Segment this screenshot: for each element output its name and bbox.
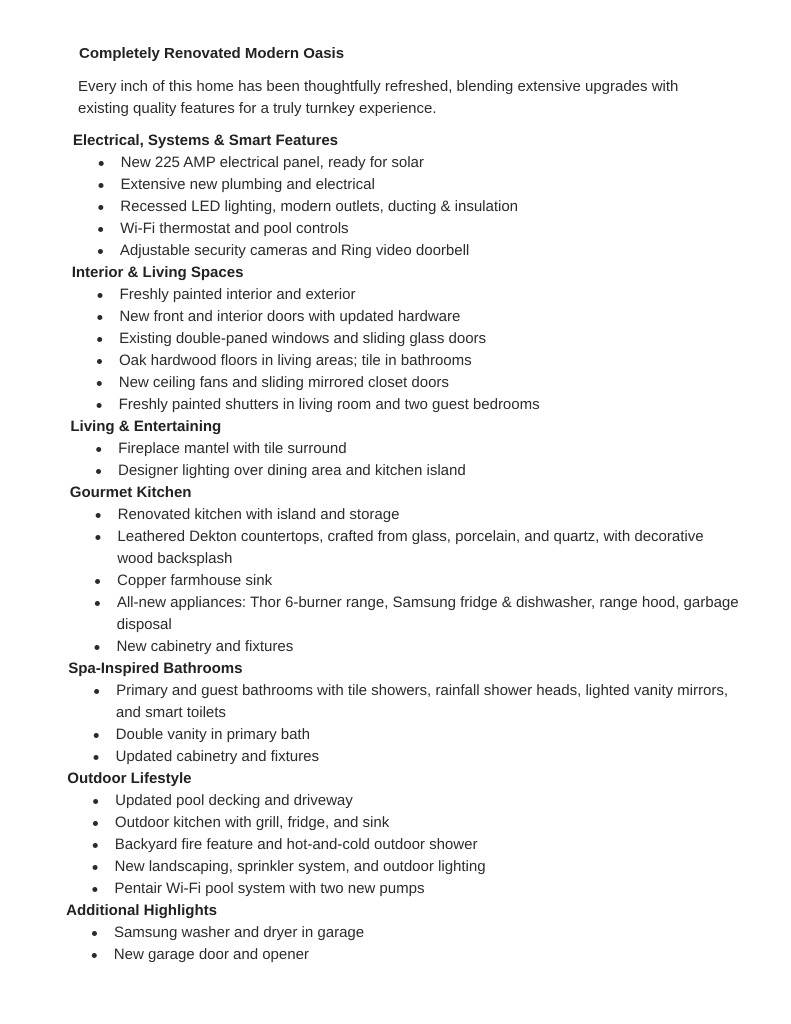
bullet-list bbox=[70, 438, 740, 482]
intro-paragraph: Every inch of this home has been thoughtfully refreshed, blending extensive upgrades with existing quality features for a truly turnkey experience. bbox=[78, 78, 679, 117]
bullet-list bbox=[72, 152, 743, 262]
feature-section bbox=[72, 130, 743, 262]
list-item: Updated cabinetry and fixtures bbox=[115, 746, 737, 768]
feature-section bbox=[71, 262, 742, 416]
section-heading: Spa-Inspired Bathrooms bbox=[68, 660, 243, 677]
list-item: Updated pool decking and driveway bbox=[115, 790, 737, 812]
bullet-list bbox=[66, 922, 736, 966]
list-item: Outdoor kitchen with grill, fridge, and sink bbox=[115, 812, 737, 834]
section-heading: Gourmet Kitchen bbox=[69, 484, 192, 501]
section-heading: Outdoor Lifestyle bbox=[67, 770, 192, 787]
list-item: Freshly painted shutters in living room and two guest bedrooms bbox=[119, 394, 741, 416]
list-item: Fireplace mantel with tile surround bbox=[118, 438, 740, 460]
list-item: Freshly painted interior and exterior bbox=[119, 284, 741, 306]
list-item: All-new appliances: Thor 6-burner range, Samsung fridge & dishwasher, range hood, garbage disposal bbox=[117, 592, 739, 636]
bullet-list bbox=[67, 680, 738, 768]
list-item: Pentair Wi-Fi pool system with two new pumps bbox=[114, 878, 736, 900]
list-item: Existing double-paned windows and sliding glass doors bbox=[119, 328, 741, 350]
section-heading: Interior & Living Spaces bbox=[71, 264, 244, 281]
section-heading: Additional Highlights bbox=[66, 902, 218, 919]
list-item: Recessed LED lighting, modern outlets, ducting & insulation bbox=[120, 196, 742, 218]
feature-section bbox=[68, 482, 740, 658]
list-item: Wi-Fi thermostat and pool controls bbox=[120, 218, 742, 240]
list-item: Samsung washer and dryer in garage bbox=[114, 922, 736, 944]
list-item: Double vanity in primary bath bbox=[116, 724, 738, 746]
list-item: Primary and guest bathrooms with tile showers, rainfall shower heads, lighted vanity mirrors, and smart toilets bbox=[116, 680, 738, 724]
bullet-list bbox=[71, 284, 742, 416]
feature-section bbox=[66, 768, 737, 900]
feature-section bbox=[70, 416, 741, 482]
list-item: New cabinetry and fixtures bbox=[116, 636, 738, 658]
list-item: Extensive new plumbing and electrical bbox=[120, 174, 742, 196]
document-title: Completely Renovated Modern Oasis bbox=[79, 45, 345, 62]
feature-section bbox=[66, 900, 737, 966]
section-heading: Electrical, Systems & Smart Features bbox=[72, 132, 339, 149]
feature-sections bbox=[66, 130, 743, 966]
list-item: Adjustable security cameras and Ring video doorbell bbox=[120, 240, 742, 262]
bullet-list bbox=[68, 504, 739, 658]
list-item: Leathered Dekton countertops, crafted from glass, porcelain, and quartz, with decorative wood backsplash bbox=[117, 526, 739, 570]
bullet-list bbox=[66, 790, 737, 900]
list-item: New front and interior doors with updated hardware bbox=[119, 306, 741, 328]
list-item: Renovated kitchen with island and storage bbox=[118, 504, 740, 526]
list-item: New 225 AMP electrical panel, ready for solar bbox=[121, 152, 743, 174]
list-item: New landscaping, sprinkler system, and outdoor lighting bbox=[114, 856, 736, 878]
list-item: New ceiling fans and sliding mirrored closet doors bbox=[119, 372, 741, 394]
list-item: Backyard fire feature and hot-and-cold outdoor shower bbox=[115, 834, 737, 856]
list-item: Oak hardwood floors in living areas; tile in bathrooms bbox=[119, 350, 741, 372]
section-heading: Living & Entertaining bbox=[70, 418, 222, 435]
list-item: Designer lighting over dining area and kitchen island bbox=[118, 460, 740, 482]
feature-section bbox=[67, 658, 738, 768]
list-item: Copper farmhouse sink bbox=[117, 570, 739, 592]
list-item: New garage door and opener bbox=[114, 944, 736, 966]
